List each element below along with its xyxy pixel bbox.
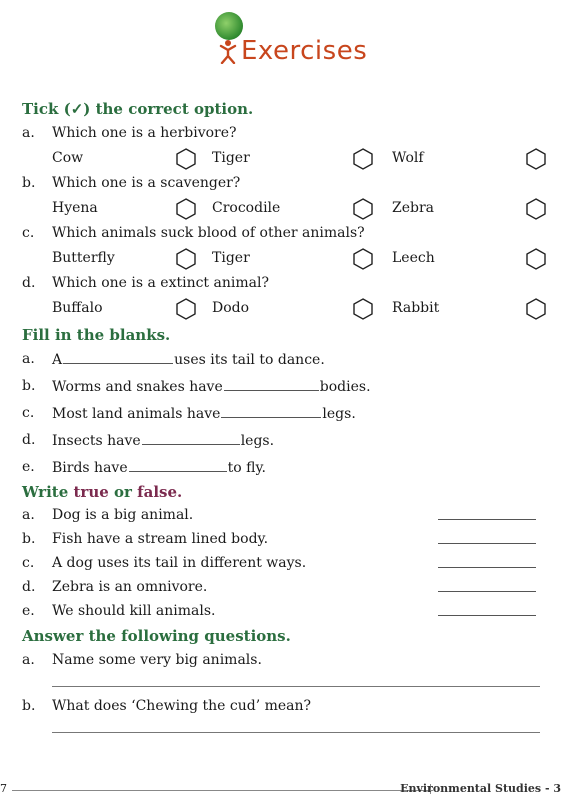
tick-box[interactable] [525,298,547,320]
statement-text: Fish have a stream lined body. [52,531,269,547]
option-label: Crocodile [212,200,281,216]
fill-blank-sentence [52,432,274,449]
option-label: Buffalo [52,300,103,316]
question-number: c. [22,225,35,241]
answer-blank[interactable] [142,432,240,445]
question-number: b. [22,175,36,191]
blank-number: b. [22,378,36,394]
footer-divider [12,790,433,791]
option-label: Wolf [392,150,424,166]
true-false-answer-line[interactable] [438,591,536,592]
fill-blank-sentence [52,405,356,422]
option-label: Tiger [212,150,250,166]
section-fill-heading: Fill in the blanks. [22,326,171,344]
option-label: Tiger [212,250,250,266]
question-number: a. [22,125,35,141]
answer-line[interactable] [52,732,540,733]
question-number: a. [22,652,35,668]
tick-box[interactable] [352,198,374,220]
question-text: Name some very big animals. [52,652,262,668]
answer-blank[interactable] [221,405,321,418]
sentence-before: Worms and snakes have [52,379,223,395]
sentence-before: Insects have [52,433,141,449]
statement-number: c. [22,555,35,571]
sentence-after: bodies. [319,379,371,395]
statement-text: Zebra is an omnivore. [52,579,208,595]
exercises-header [213,10,373,70]
tick-box[interactable] [525,148,547,170]
fill-blank-sentence [52,378,371,395]
option-label: Dodo [212,300,250,316]
true-false-answer-line[interactable] [438,543,536,544]
blank-number: d. [22,432,36,448]
true-false-answer-line[interactable] [438,615,536,616]
sentence-before: Most land animals have [52,406,221,422]
statement-number: a. [22,507,35,523]
tick-box[interactable] [352,298,374,320]
fill-blank-sentence [52,459,266,476]
true-false-answer-line[interactable] [438,567,536,568]
question-number: b. [22,698,36,714]
option-label: Leech [392,250,435,266]
true-false-answer-line[interactable] [438,519,536,520]
answer-line[interactable] [52,686,540,687]
figure-icon [219,40,237,64]
statement-number: d. [22,579,36,595]
option-label: Hyena [52,200,98,216]
fill-blank-sentence [52,351,325,368]
sentence-after: legs. [240,433,275,449]
section-tick-heading: Tick (✓) the correct option. [22,100,254,118]
tick-box[interactable] [352,148,374,170]
section-answer-heading: Answer the following questions. [22,627,291,645]
statement-text: We should kill animals. [52,603,216,619]
page-number: 7 [0,782,7,795]
answer-blank[interactable] [224,378,319,391]
question-text: What does ‘Chewing the cud’ mean? [52,698,312,714]
sentence-after: to fly. [227,460,266,476]
question-text: Which animals suck blood of other animals? [52,225,365,241]
answer-blank[interactable] [129,459,227,472]
tick-box[interactable] [525,248,547,270]
tick-box[interactable] [352,248,374,270]
option-label: Butterfly [52,250,115,266]
statement-text: A dog uses its tail in different ways. [52,555,307,571]
option-label: Cow [52,150,84,166]
sentence-before: A [52,352,63,368]
tick-box[interactable] [525,198,547,220]
question-text: Which one is a scavenger? [52,175,241,191]
globe-icon [215,12,243,40]
statement-text: Dog is a big animal. [52,507,194,523]
sentence-before: Birds have [52,460,128,476]
tick-box[interactable] [175,298,197,320]
tick-box[interactable] [175,248,197,270]
tick-box[interactable] [175,148,197,170]
statement-number: b. [22,531,36,547]
option-label: Zebra [392,200,435,216]
question-text: Which one is a extinct animal? [52,275,269,291]
blank-number: e. [22,459,35,475]
page-title: Exercises [241,36,368,66]
book-title: Environmental Studies - 3 [400,782,561,795]
section-truefalse-heading: Write true or false. [22,483,183,501]
statement-number: e. [22,603,35,619]
answer-blank[interactable] [63,351,173,364]
option-label: Rabbit [392,300,440,316]
question-text: Which one is a herbivore? [52,125,237,141]
tick-box[interactable] [175,198,197,220]
blank-number: a. [22,351,35,367]
sentence-after: legs. [322,406,356,422]
blank-number: c. [22,405,35,421]
question-number: d. [22,275,36,291]
sentence-after: uses its tail to dance. [174,352,325,368]
